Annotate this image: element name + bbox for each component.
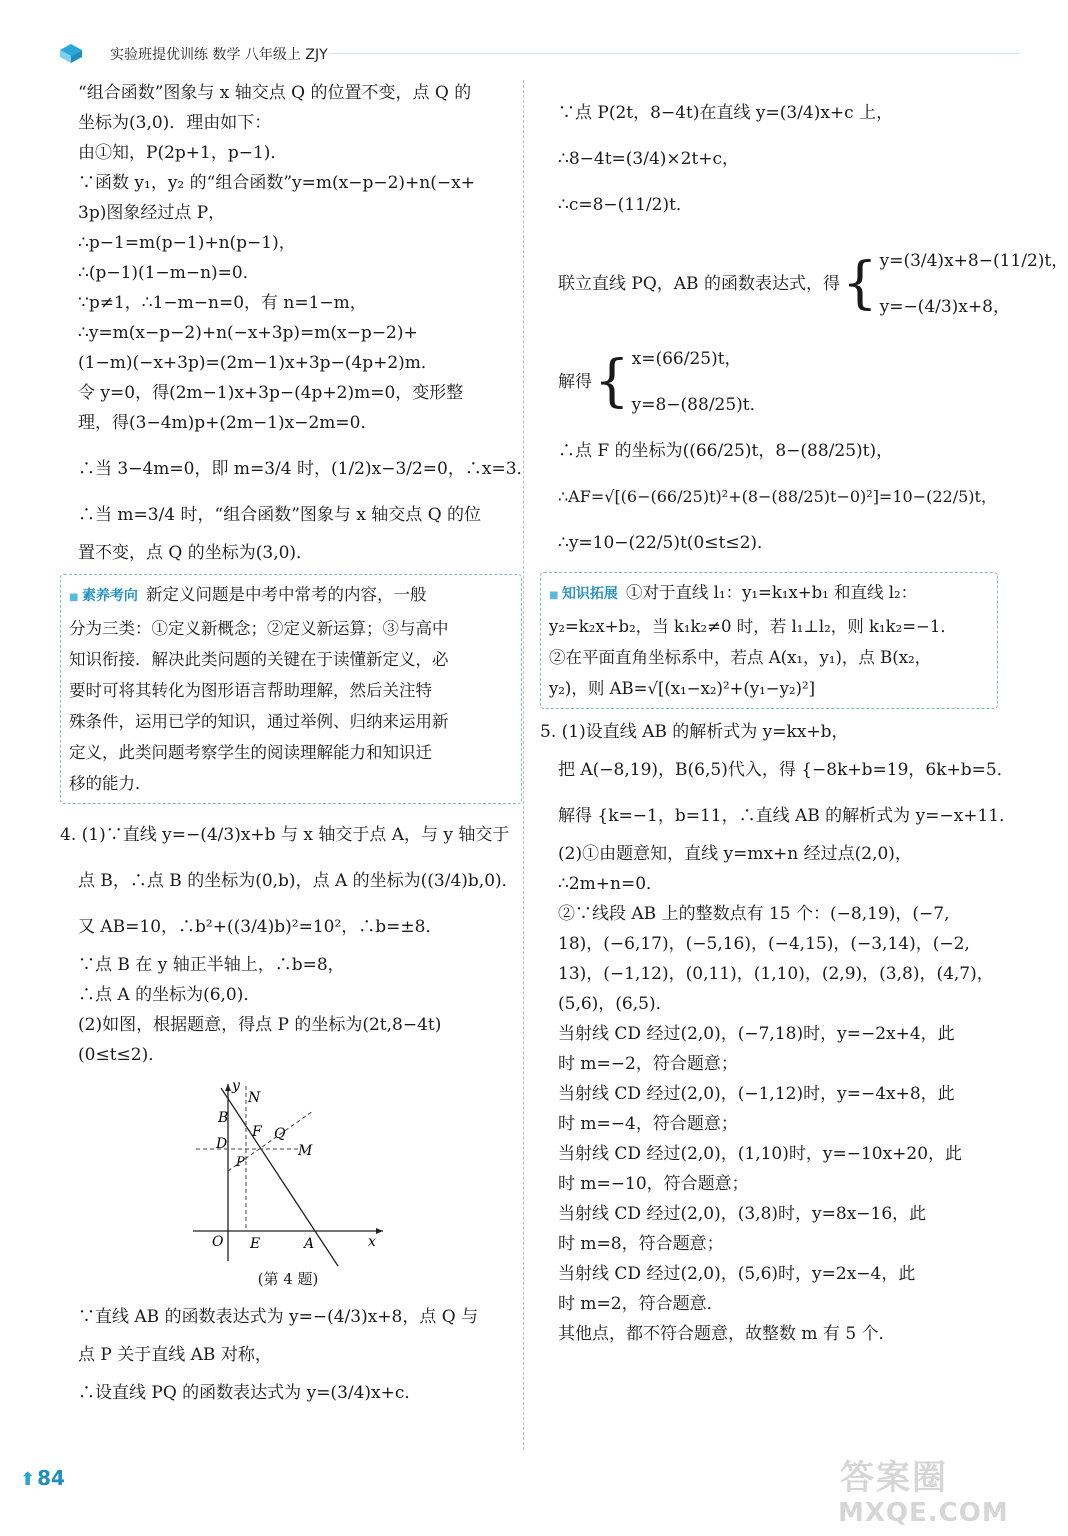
question-5-line: 当射线 CD 经过(2,0)，(5,6)时，y=2x−4，此 <box>558 1264 916 1284</box>
question-5-line: (5,6)，(6,5)． <box>558 994 673 1014</box>
question-5-line: (2)①由题意知，直线 y=mx+n 经过点(2,0)， <box>558 844 912 864</box>
label-y: y <box>232 1078 240 1094</box>
extension-line: ②在平面直角坐标系中，若点 A(x₁，y₁)，点 B(x₂， <box>549 648 932 667</box>
text-line: (1−m)(−x+3p)=(2m−1)x+3p−(4p+2)m． <box>78 353 438 373</box>
label-F: F <box>252 1124 262 1140</box>
left-column <box>60 78 534 1416</box>
text-line: “组合函数”图象与 x 轴交点 Q 的位置不变，点 Q 的 <box>78 83 472 103</box>
page-number-value: 84 <box>37 1466 65 1490</box>
text-line: ∴p−1=m(p−1)+n(p−1)， <box>78 233 296 253</box>
page-number <box>20 1466 65 1490</box>
question-5-line: 时 m=8，符合题意； <box>558 1234 724 1254</box>
question-5-line: ②∵线段 AB 上的整数点有 15 个：(−8,19)，(−7, <box>558 904 950 924</box>
figure-caption: (第 4 题) <box>257 1270 319 1288</box>
system-row: y=8−(88/25)t． <box>631 395 767 415</box>
tip-line: 殊条件，运用已学的知识，通过举例、归纳来运用新 <box>69 712 449 731</box>
tip-line: 新定义问题是中考中常考的内容，一般 <box>145 585 427 604</box>
question-5-line: 当射线 CD 经过(2,0)，(−1,12)时，y=−4x+8，此 <box>558 1084 955 1104</box>
label-N: N <box>248 1090 261 1106</box>
extension-line: y₂)，则 AB=√[(x₁−x₂)²+(y₁−y₂)²] <box>549 679 816 698</box>
watermark-logo: 答案圈 <box>840 1458 948 1498</box>
tip-line: 要时可将其转化为图形语言帮助理解，然后关注特 <box>69 681 432 700</box>
figure-question-4 <box>188 1076 388 1290</box>
question-5-line: 13)，(−1,12)，(0,11)，(1,10)，(2,9)，(3,8)，(4,7)， <box>558 964 994 984</box>
page-header <box>30 40 990 68</box>
label-P: P <box>236 1155 245 1170</box>
watermark-url: MXQE.COM <box>838 1498 1009 1528</box>
system-equation-2: 解得 { x=(66/25)t， y=8−(88/25)t． <box>558 336 988 428</box>
question-5-line: 时 m=−10，符合题意； <box>558 1174 749 1194</box>
tip-line: 定义，此类问题考察学生的阅读理解能力和知识迁 <box>69 743 432 762</box>
text-line: ∴c=8−(11/2)t． <box>558 195 693 215</box>
system-row: y=−(4/3)x+8， <box>879 297 1010 317</box>
tip-line: 知识衔接．解决此类问题的关键在于读懂新定义，必 <box>69 650 449 669</box>
question-5-line: 18)，(−6,17)，(−5,16)，(−4,15)，(−3,14)，(−2, <box>558 934 970 954</box>
question-4-line: ∵点 B 在 y 轴正半轴上，∴b=8， <box>78 955 345 975</box>
system-equation-1: 联立直线 PQ，AB 的函数表达式，得 { y=(3/4)x+8−(11/2)t， y=−(4/3)x+8， <box>558 238 988 330</box>
question-4-line: 点 B，∴点 B 的坐标为(0,b)，点 A 的坐标为((3/4)b,0)． <box>78 871 519 891</box>
right-column <box>540 90 1068 1349</box>
label-M: M <box>298 1143 313 1159</box>
question-4-line: 4. (1)∵直线 y=−(4/3)x+b 与 x 轴交于点 A，与 y 轴交于 <box>60 825 510 845</box>
label-x: x <box>368 1234 376 1250</box>
text-line: 坐标为(3,0)．理由如下： <box>78 113 272 133</box>
solve-word: 解得 <box>558 372 592 392</box>
text-line: 由①知，P(2p+1，p−1)． <box>78 143 288 163</box>
label-B: B <box>218 1110 229 1126</box>
extension-line: ①对于直线 l₁：y₁=k₁x+b₁ 和直线 l₂： <box>625 583 918 602</box>
question-5-line: 当射线 CD 经过(2,0)，(−7,18)时，y=−2x+4，此 <box>558 1024 955 1044</box>
system-row: x=(66/25)t， <box>631 349 742 369</box>
question-5-line: 时 m=−2，符合题意； <box>558 1054 738 1074</box>
question-5-line: 解得 {k=−1，b=11，∴直线 AB 的解析式为 y=−x+11． <box>558 806 1017 826</box>
text-line: 3p)图象经过点 P， <box>78 203 226 223</box>
book-logo-icon <box>58 42 84 64</box>
geometry-diagram <box>188 1076 388 1266</box>
text-line: ∴y=10−(22/5)t(0≤t≤2)． <box>558 533 775 553</box>
question-5-line: 时 m=−4，符合题意； <box>558 1114 738 1134</box>
text-line: 置不变，点 Q 的坐标为(3,0)． <box>78 543 314 563</box>
question-4-line: ∴点 A 的坐标为(6,0)． <box>78 985 261 1005</box>
knowledge-extension-box <box>540 572 998 709</box>
system-row: y=(3/4)x+8−(11/2)t， <box>879 251 1068 271</box>
question-5-line: 时 m=2，符合题意． <box>558 1294 724 1314</box>
text-line: ∵直线 AB 的函数表达式为 y=−(4/3)x+8，点 Q 与 <box>78 1307 479 1327</box>
question-5-line: 5. (1)设直线 AB 的解析式为 y=kx+b， <box>540 722 849 742</box>
tip-line: 移的能力． <box>69 774 152 793</box>
question-5-line: ∴2m+n=0． <box>558 874 664 894</box>
tip-tag: ■ 素养考向 <box>69 581 138 613</box>
tip-line: 分为三类：①定义新概念；②定义新运算；③与高中 <box>69 619 449 638</box>
question-5-line: 当射线 CD 经过(2,0)，(1,10)时，y=−10x+20，此 <box>558 1144 963 1164</box>
text-line: ∴点 F 的坐标为((66/25)t，8−(88/25)t)， <box>558 441 894 461</box>
book-title: 实验班提优训练 数学 八年级上 ZJY <box>110 47 328 63</box>
label-A: A <box>304 1236 315 1252</box>
text-line: 理，得(3−4m)p+(2m−1)x−2m=0． <box>78 413 378 433</box>
text-line: ∵点 P(2t，8−4t)在直线 y=(3/4)x+c 上， <box>558 103 894 123</box>
header-rule <box>330 53 1020 54</box>
text-line: 令 y=0，得(2m−1)x+3p−(4p+2)m=0，变形整 <box>78 383 464 403</box>
question-5-line: 当射线 CD 经过(2,0)，(3,8)时，y=8x−16，此 <box>558 1204 927 1224</box>
label-Q: Q <box>274 1126 286 1142</box>
text-line: ∴AF=√[(6−(66/25)t)²+(8−(88/25)t−0)²]=10−(22/5)t， <box>558 487 997 506</box>
text-line: ∴y=m(x−p−2)+n(−x+3p)=m(x−p−2)+ <box>78 323 418 343</box>
text-line: ∵p≠1，∴1−m−n=0，有 n=1−m， <box>78 293 367 313</box>
extension-tag: ■ 知识拓展 <box>549 579 618 611</box>
literacy-tip-box <box>60 574 522 804</box>
column-divider <box>523 80 524 1450</box>
extension-line: y₂=k₂x+b₂，当 k₁k₂≠0 时，若 l₁⊥l₂，则 k₁k₂=−1． <box>549 617 957 636</box>
text-line: ∴8−4t=(3/4)×2t+c， <box>558 149 740 169</box>
text-line: ∴设直线 PQ 的函数表达式为 y=(3/4)x+c． <box>78 1383 422 1403</box>
question-5-line: 把 A(−8,19)，B(6,5)代入，得 {−8k+b=19，6k+b=5． <box>558 760 1014 780</box>
up-arrow-icon: ⬆ <box>20 1469 36 1490</box>
label-E: E <box>250 1236 261 1252</box>
label-O: O <box>212 1234 224 1250</box>
question-5-line: 其他点，都不符合题意，故整数 m 有 5 个． <box>558 1324 896 1344</box>
question-4-line: 又 AB=10，∴b²+((3/4)b)²=10²，∴b=±8． <box>78 917 443 937</box>
text-line: 点 P 关于直线 AB 对称， <box>78 1345 272 1365</box>
question-4-line: (2)如图，根据题意，得点 P 的坐标为(2t,8−4t) <box>78 1015 442 1035</box>
question-4-line: (0≤t≤2)． <box>78 1045 166 1065</box>
text-line: ∴当 m=3/4 时，“组合函数”图象与 x 轴交点 Q 的位 <box>78 505 482 525</box>
label-D: D <box>216 1136 228 1152</box>
system-intro: 联立直线 PQ，AB 的函数表达式，得 <box>558 274 840 294</box>
text-line: ∴当 3−4m=0，即 m=3/4 时，(1/2)x−3/2=0，∴x=3． <box>78 459 534 479</box>
text-line: ∴(p−1)(1−m−n)=0． <box>78 263 260 283</box>
text-line: ∵函数 y₁，y₂ 的“组合函数”y=m(x−p−2)+n(−x+ <box>78 173 475 193</box>
